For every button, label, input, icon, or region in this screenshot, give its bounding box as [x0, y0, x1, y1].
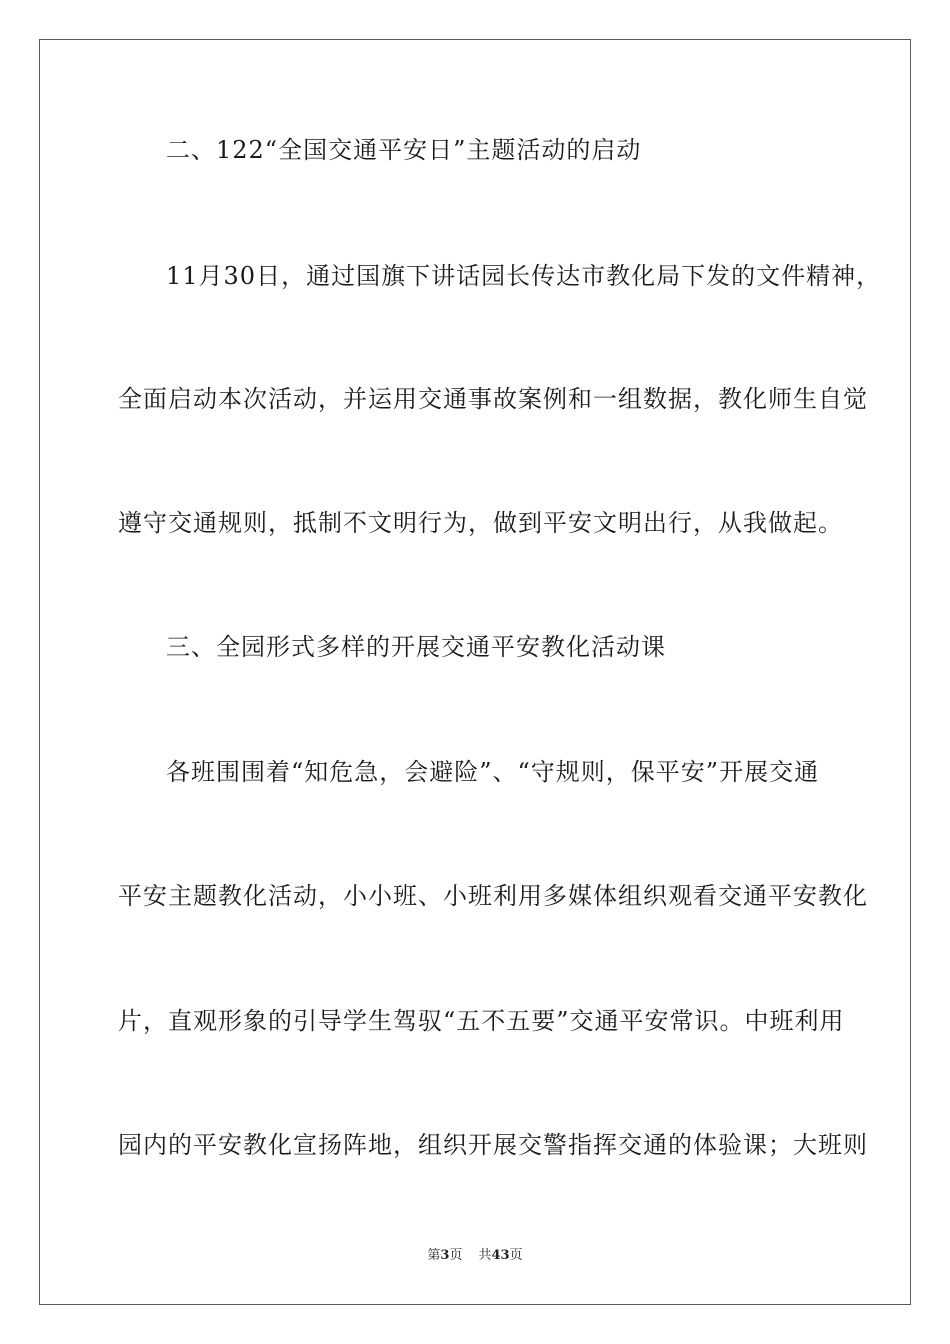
page-suffix: 页 [449, 1248, 463, 1263]
paragraph-line: 平安主题教化活动，小小班、小班利用多媒体组织观看交通平安教化 [118, 882, 868, 910]
paragraph-line: 片，直观形象的引导学生驾驭“五不五要”交通平安常识。中班利用 [118, 1007, 845, 1035]
section-heading-3: 三、全园形式多样的开展交通平安教化活动课 [166, 633, 666, 661]
paragraph-line: 全面启动本次活动，并运用交通事故案例和一组数据，教化师生自觉 [118, 385, 868, 413]
paragraph-line: 各班围围着“知危急，会避险”、“守规则，保平安”开展交通 [166, 758, 820, 786]
total-pages: 43 [491, 1248, 510, 1263]
paragraph-line: 遵守交通规则，抵制不文明行为，做到平安文明出行，从我做起。 [118, 509, 843, 537]
page-number: 3 [440, 1248, 450, 1263]
section-heading-2: 二、122“全国交通平安日”主题活动的启动 [166, 136, 642, 164]
paragraph-line: 11月30日，通过国旗下讲话园长传达市教化局下发的文件精神， [166, 262, 882, 290]
total-prefix: 共 [478, 1248, 492, 1263]
page-border [39, 39, 911, 1305]
page-prefix: 第 [427, 1248, 441, 1263]
total-suffix: 页 [509, 1248, 523, 1263]
paragraph-line: 园内的平安教化宣扬阵地，组织开展交警指挥交通的体验课；大班则 [118, 1131, 868, 1159]
page-footer [0, 1247, 950, 1265]
